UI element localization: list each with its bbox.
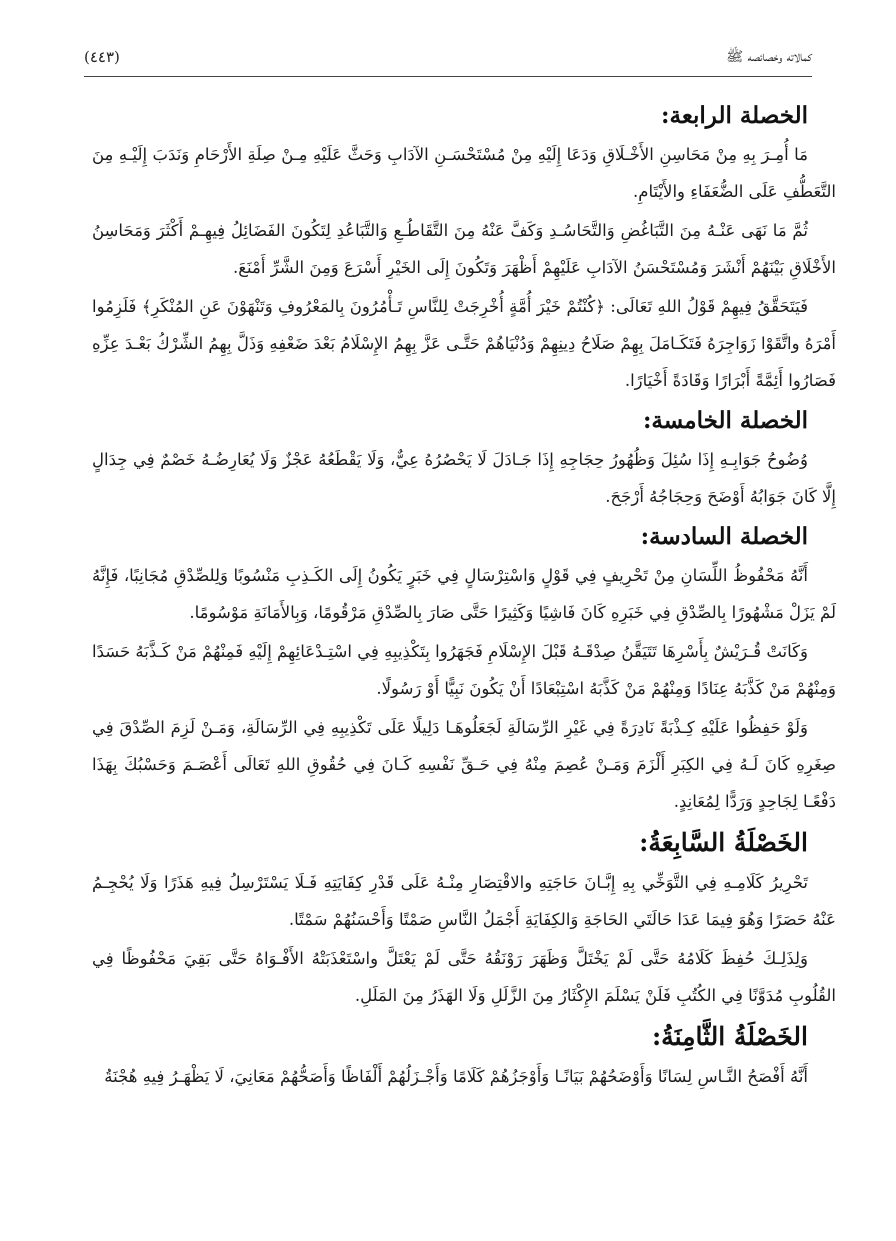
paragraph: تَحْرِيرُ كَلَامِـهِ فِي التَّوَخِّي بِهِ إِبَّـانَ حَاجَتِهِ والاقْتِصَارِ مِنْـهُ عَلَى قَدْرِ كِفَايَتِهِ فَـلَا يَسْتَرْسِلُ فِيهِ هَذَرًا وَلَا يُحْجِـمُ عَنْهُ حَصَرًا وَهُوَ فِيمَا عَدَا حَالَتَي الحَاجَةِ وَالكِفَايَةِ أَجْمَلُ النَّاسِ صَمْتًا وَأَحْسَنُهُمْ سَمْتًا.: [92, 873, 836, 929]
paragraph: مَا أُمِـرَ بِهِ مِنْ مَحَاسِنِ الأَخْـلَاقِ وَدَعَا إِلَيْهِ مِنْ مُسْتَحْسَـنِ الآدَابِ وَحَثَّ عَلَيْهِ مِـنْ صِلَةِ الأَرْحَامِ وَنَدَبَ إِلَيْـهِ مِنَ التَّعَطُّفِ عَلَى الضُّعَفَاءِ والأَيْتَامِ.: [92, 145, 836, 201]
section-heading-4: الخصلة الرابعة:: [661, 102, 808, 129]
running-header: [84, 44, 812, 70]
paragraph: أَنَّهُ مَحْفُوظُ اللِّسَانِ مِنْ تَحْرِيفٍ فِي قَوْلٍ وَاسْتِرْسَالٍ فِي خَبَرٍ يَكُونُ إِلَى الكَـذِبِ مَنْسُوبًا وَلِلصِّدْقِ مُجَانِبًا، فَإِنَّهُ لَمْ يَزَلْ مَشْهُورًا بِالصِّدْقِ فِي خَبَرِهِ كَانَ فَاشِيًا وَكَثِيرًا حَتَّى صَارَ بِالصِّدْقِ مَرْقُومًا، وَبِالأَمَانَةِ مَوْسُومًا.: [92, 566, 836, 622]
section-heading-6: الخصلة السادسة:: [640, 523, 808, 550]
paragraph: وَكَانَتْ قُـرَيْشٌ بِأَسْرِهَا تَتَيَقَّنُ صِدْقَـهُ قَبْلَ الإِسْلَامِ فَجَهَرُوا بِتَكْذِيبِهِ فِي اسْتِـدْعَائِهِمْ إِلَيْهِ فَمِنْهُمْ مَنْ كَـذَّبَهُ حَسَدًا وَمِنْهُمْ مَنْ كَذَّبَهُ عِنَادًا وَمِنْهُمْ مَنْ كَذَّبَهُ اسْتِبْعَادًا أَنْ يَكُونَ نَبِيًّا أَوْ رَسُولًا.: [92, 642, 836, 698]
paragraph: وُضُوحُ جَوَابِـهِ إِذَا سُئِلَ وَظُهُورُ حِجَاجِهِ إِذَا جَـادَلَ لَا يَحْصُرُهُ عِيٌّ، وَلَا يَقْطَعُهُ عَجْزٌ وَلَا يُعَارِضُـهُ خَصْمٌ فِي جِدَالٍ إِلَّا كَانَ جَوَابُهُ أَوْضَحَ وَحِجَاجُهُ أَرْجَحَ.: [92, 450, 836, 506]
section-heading-5: الخصلة الخامسة:: [642, 407, 808, 434]
header-divider: [84, 76, 812, 77]
paragraph: ثُمَّ مَا نَهَى عَنْـهُ مِنَ التَّبَاغُضِ وَالتَّحَاسُـدِ وَكَفَّ عَنْهُ مِنَ التَّقَاطُـعِ وَالتَّبَاعُدِ لِتَكُونَ الفَضَائِلُ فِيهِـمْ أَكْثَرَ وَمَحَاسِنُ الأَخْلَاقِ بَيْنَهُمْ أَنْشَرَ وَمُسْتَحْسَنُ الآدَابِ عَلَيْهِمْ أَظْهَرَ وَتَكُونَ إِلَى الخَيْرِ أَسْرَعَ وَمِنَ الشَّرِّ أَمْنَعَ.: [92, 221, 836, 277]
paragraph: أَنَّهُ أَفْصَحُ النَّـاسِ لِسَانًا وَأَوْضَحُهُمْ بَيَانًـا وَأَوْجَزُهُمْ كَلَامًا وَأَجْـزَلُهُمْ أَلْفَاظًا وَأَصَحُّهُمْ مَعَانِيَ، لَا يَظْهَـرُ فِيهِ هُجْنَةُ: [104, 1067, 808, 1086]
paragraph: وَلَوْ حَفِظُوا عَلَيْهِ كِـذْبَةً نَادِرَةً فِي غَيْرِ الرِّسَالَةِ لَجَعَلُوهَـا دَلِيلًا عَلَى تَكْذِيبِهِ فِي الرِّسَالَةِ، وَمَـنْ لَزِمَ الصِّدْقَ فِي صِغَرِهِ كَانَ لَـهُ فِي الكِبَرِ أَلْزَمَ وَمَـنْ عُصِمَ مِنْهُ فِي حَـقِّ نَفْسِهِ كَـانَ فِي حُقُوقِ اللهِ تَعَالَى أَعْصَـمَ وَحَسْبُكَ بِهَذَا دَفْعًـا لِجَاحِدٍ وَرَدًّا لِمُعَانِدٍ.: [92, 718, 836, 811]
page-body: [92, 96, 836, 1097]
paragraph: فَيَتَحَقَّقُ فِيهِمْ قَوْلُ اللهِ تَعَالَى: ﴿كُنْتُمْ خَيْرَ أُمَّةٍ أُخْرِجَتْ لِلنَّاسِ تَـأْمُرُونَ بِالمَعْرُوفِ وَتَنْهَوْنَ عَنِ المُنْكَرِ﴾ فَلَزِمُوا أَمْرَهُ واتَّقَوْا زَوَاجِرَهُ فَتَكَـامَلَ بِهِمْ صَلَاحُ دِينِهِمْ وَدُنْيَاهُمْ حَتَّـى عَزَّ بِهِمُ الإِسْلَامُ بَعْدَ ضَعْفِهِ وَذَلَّ بِهِمُ الشِّرْكُ بَعْـدَ عِزِّهِ فَصَارُوا أَئِمَّةً أَبْرَارًا وَقَادَةً أَخْيَارًا.: [92, 297, 836, 390]
section-heading-8: الخَصْلَةُ الثَّامِنَةُ:: [651, 1022, 808, 1051]
header-title: كمالاته وخصائصه ﷺ: [726, 49, 812, 65]
page-number: (٤٤٣): [84, 48, 120, 66]
paragraph: وَلِذَلِـكَ حُفِظَ كَلَامُهُ حَتَّى لَمْ يَخْتَلَّ وَظَهَرَ رَوْنَقُهُ حَتَّى لَمْ يَعْتَلَّ واسْتَعْذَبَتْهُ الأَفْـوَاهُ حَتَّى بَقِيَ مَحْفُوظًا فِي القُلُوبِ مُدَوَّنًا فِي الكُتُبِ فَلَنْ يَسْلَمَ الإِكْثَارُ مِنَ الزَّلَلِ وَلَا الهَذَرُ مِنَ المَلَلِ.: [92, 949, 836, 1005]
section-heading-7: الخَصْلَةُ السَّابِعَةُ:: [639, 828, 808, 857]
